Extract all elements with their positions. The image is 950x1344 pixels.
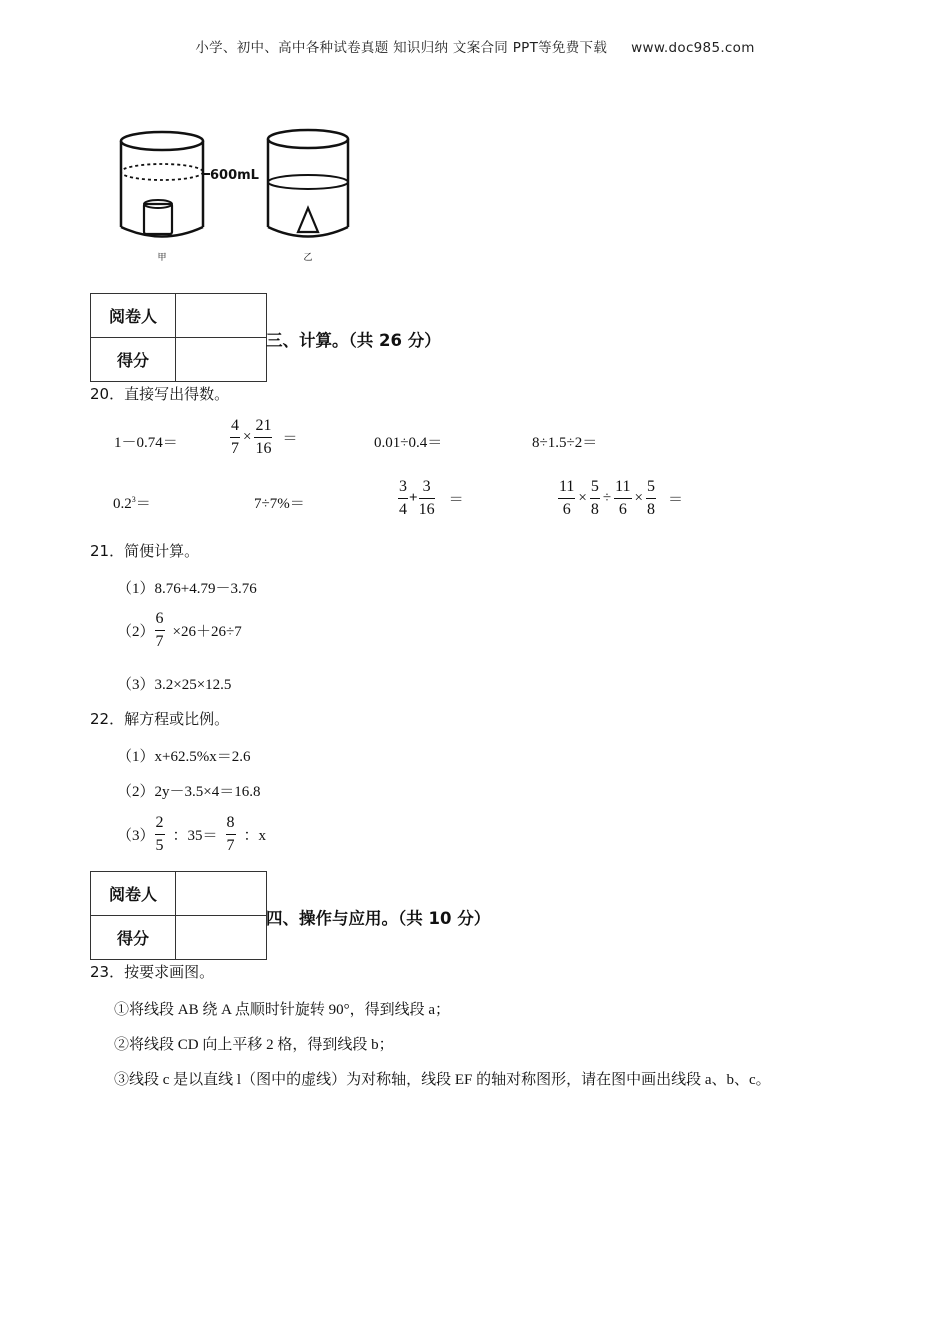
reviewer-label: 阅卷人 [91,872,176,916]
score-table-2 [90,871,267,960]
volume-label: 600mL [210,168,259,183]
reviewer-cell[interactable] [176,872,267,916]
section-4-title: 四、操作与应用。（共 10 分） [266,909,491,928]
q20-e1: 1－0.74＝ [114,435,178,451]
label-b: 乙 [303,253,313,263]
q23-title: 23．按要求画图。 [90,963,215,981]
score-label: 得分 [91,338,176,382]
reviewer-cell[interactable] [176,294,267,338]
q22-p2: （2）2y－3.5×4＝16.8 [117,784,261,800]
page-header [0,36,950,56]
cone [298,208,318,232]
cylinder-figure [108,124,368,264]
q20-e3: 0.01÷0.4＝ [374,435,443,451]
label-a: 甲 [157,253,167,263]
q21-p1: （1）8.76+4.79－3.76 [117,581,257,597]
cylinder-b-water-line [268,175,348,189]
q22-p3: （3） $\frac{2}{5}$ ：35＝ $\frac{8}{7}$ ：x [117,814,267,854]
cylinder-a-top [121,132,203,150]
score-table-1 [90,293,267,382]
q20-e8: $\frac{11}{6}$ × $\frac{5}{8}$ ÷ $\frac{11}{6}$ × $\frac{5}{8}$ ＝ [559,478,683,518]
score-cell[interactable] [176,338,267,382]
cylinder-b-top [268,130,348,148]
q21-p2: （2） $\frac{6}{7}$ ×26＋26÷7 [117,610,242,650]
cylinder-a-water-line [121,164,203,180]
header-text: 小学、初中、高中各种试卷真题 知识归纳 文案合同 PPT等免费下载 [195,40,608,56]
q22-title: 22．解方程或比例。 [90,710,230,728]
q20-e5: $0.2^3=$ [113,495,151,512]
q23-s3: ③线段 c 是以直线 l（图中的虚线）为对称轴，线段 EF 的轴对称图形，请在图中画出线段 a、b、c。 [114,1072,771,1088]
header-url[interactable]: www.doc985.com [631,40,755,56]
q20-title: 20．直接写出得数。 [90,385,230,403]
q20-e2: $\frac{4}{7}$ × $\frac{21}{16}$ ＝ [231,417,298,457]
q20-e4: 8÷1.5÷2＝ [532,435,598,451]
q23-s2: ②将线段 CD 向上平移 2 格，得到线段 b； [114,1037,394,1053]
section-3-title: 三、计算。（共 26 分） [266,331,441,350]
score-label: 得分 [91,916,176,960]
q23-s1: ①将线段 AB 绕 A 点顺时针旋转 90°，得到线段 a； [114,1002,451,1018]
reviewer-label: 阅卷人 [91,294,176,338]
q21-title: 21．简便计算。 [90,542,200,560]
score-cell[interactable] [176,916,267,960]
q21-p3: （3）3.2×25×12.5 [117,677,232,693]
q20-e7: $\frac{3}{4}$ + $\frac{3}{16}$ ＝ [399,478,464,518]
q22-p1: （1）x+62.5%x＝2.6 [117,749,251,765]
q20-e6: 7÷7%＝ [254,496,305,512]
